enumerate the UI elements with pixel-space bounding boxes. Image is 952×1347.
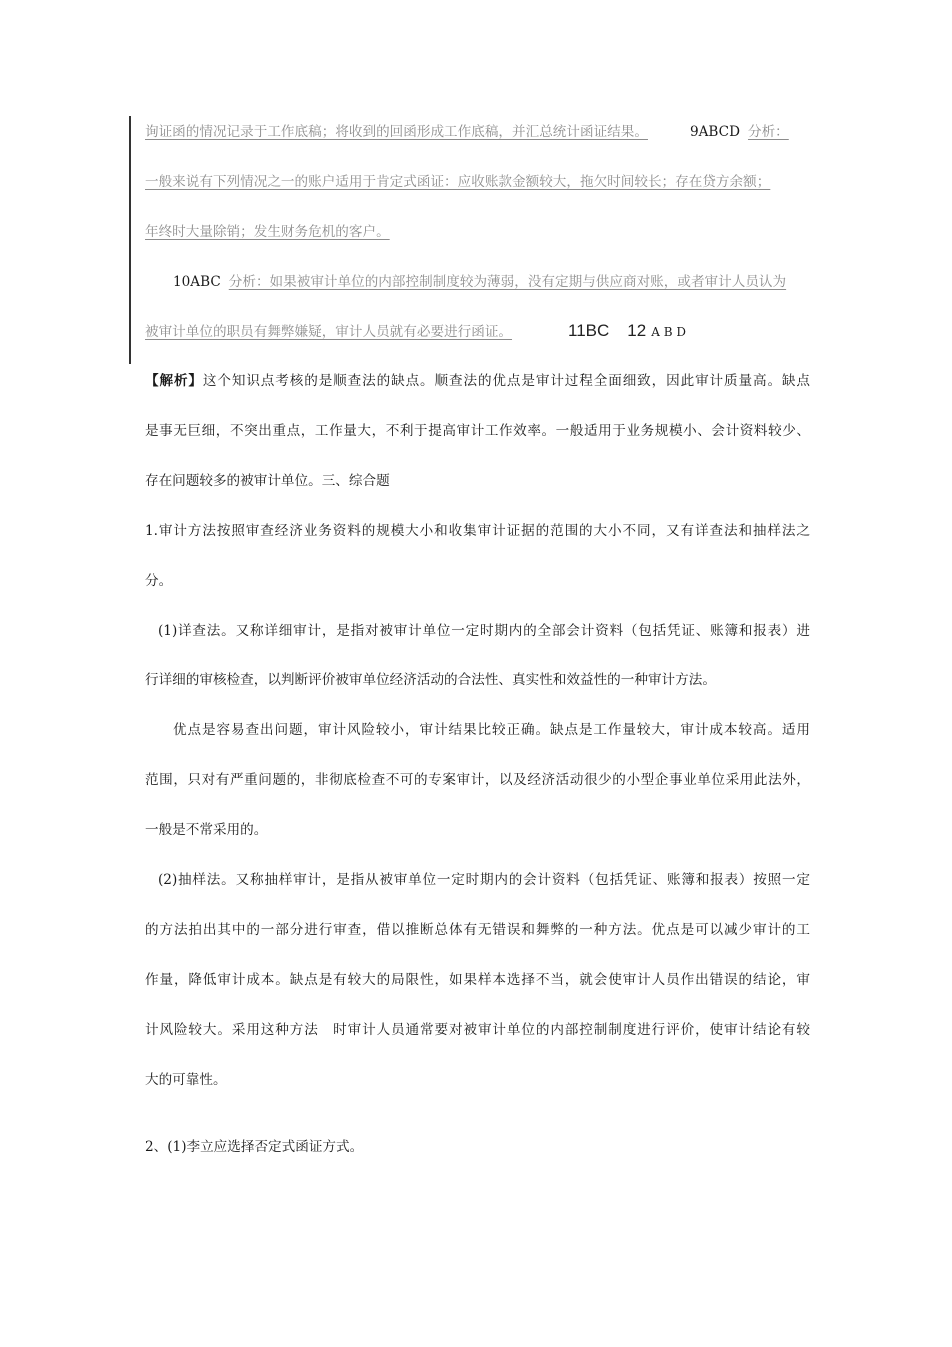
q1-sampling-line-3: 作量，降低审计成本。缺点是有较大的局限性，如果样本选择不当，就会使审计人员作出错误的结论，审 [145, 972, 810, 988]
answer-9: 9ABCD [689, 124, 740, 140]
top-line-5-text: 被审计单位的职员有舞弊嫌疑，审计人员就有必要进行函证。 [145, 324, 513, 340]
answer-11: 11BC [568, 321, 610, 340]
q1-sampling-line-4: 计风险较大。采用这种方法 时审计人员通常要对被审计单位的内部控制制度进行评价，使审计结论有较 [145, 1022, 810, 1038]
q1-sampling-line-2: 的方法拍出其中的一部分进行审查，借以推断总体有无错误和舞弊的一种方法。优点是可以减少审计的工 [145, 922, 810, 938]
q1-detail-line-1: (1)详查法。又称详细审计，是指对被审计单位一定时期内的全部会计资料（包括凭证、账簿和报表）进 [158, 623, 810, 639]
analysis-label: 【解析】 [145, 373, 203, 389]
answer-10: 10ABC [173, 274, 221, 290]
analysis-line-2: 是事无巨细，不突出重点，工作量大，不利于提高审计工作效率。一般适用于业务规模小、会计资料较少、 [145, 423, 810, 439]
top-line-4-text: 分析：如果被审计单位的内部控制制度较为薄弱，没有定期与供应商对账，或者审计人员认为 [228, 274, 787, 290]
q1-merits-line-3: 一般是不常采用的。 [145, 822, 268, 838]
top-line-5 [145, 321, 810, 342]
top-line-4 [145, 272, 810, 292]
top-line-3: 年终时大量除销；发生财务危机的客户。 [145, 224, 390, 240]
revision-bar [129, 116, 131, 364]
q1-merits-line-1: 优点是容易查出问题，审计风险较小，审计结果比较正确。缺点是工作量较大，审计成本较高。适用 [173, 722, 810, 738]
q1-line-2: 分。 [145, 573, 173, 589]
analysis-line-1 [145, 371, 810, 391]
q1-sampling-line-1: (2)抽样法。又称抽样审计，是指从被审单位一定时期内的会计资料（包括凭证、账簿和报表）按照一定 [158, 872, 810, 888]
q1-merits-line-2: 范围，只对有严重问题的，非彻底检查不可的专案审计，以及经济活动很少的小型企事业单位采用此法外， [145, 772, 810, 788]
q1-detail-line-2: 行详细的审核检查，以判断评价被审单位经济活动的合法性、真实性和效益性的一种审计方法。 [145, 672, 716, 688]
top-line-1 [145, 122, 810, 142]
q1-line-1: 1.审计方法按照审查经济业务资料的规模大小和收集审计证据的范围的大小不同，又有详查法和抽样法之 [145, 523, 810, 539]
q1-sampling-line-5: 大的可靠性。 [145, 1072, 227, 1088]
top-line-1-text: 询证函的情况记录于工作底稿；将收到的回函形成工作底稿，并汇总统计函证结果。 [145, 124, 648, 140]
analysis-line-3: 存在问题较多的被审计单位。三、综合题 [145, 473, 390, 489]
top-line-2: 一般来说有下列情况之一的账户适用于肯定式函证：应收账款金额较大，拖欠时间较长；存在贷方余额； [145, 174, 771, 190]
answer-12-number: 12 [627, 321, 647, 340]
top-line-1-tail: 分析： [747, 124, 789, 140]
analysis-line-1-text: 这个知识点考核的是顺查法的缺点。顺查法的优点是审计过程全面细致，因此审计质量高。缺点 [202, 373, 810, 389]
q2-line-1: 2、(1)李立应选择否定式函证方式。 [145, 1139, 364, 1155]
answer-12-options: A B D [651, 325, 686, 339]
